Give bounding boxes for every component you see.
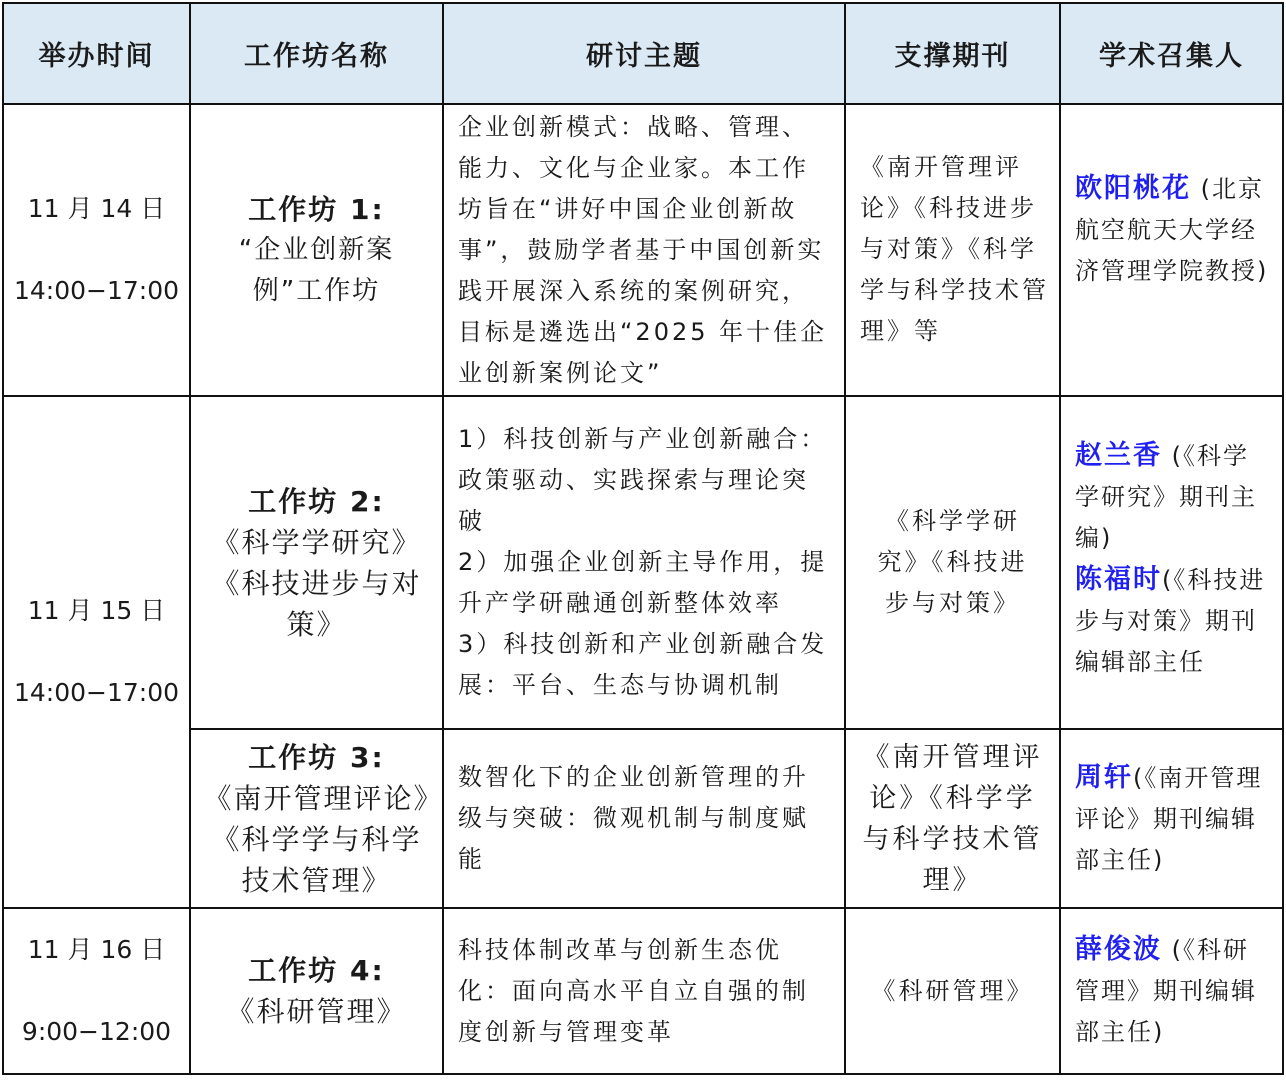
topic-cell: 数智化下的企业创新管理的升级与突破：微观机制与制度赋能 <box>443 729 845 908</box>
topic-cell: 企业创新模式：战略、管理、能力、文化与企业家。本工作坊旨在“讲好中国企业创新故事”，鼓励学者基于中国创新实践开展深入系统的案例研究，目标是遴选出“2025 年十佳企业创新案例论文” <box>443 104 845 396</box>
header-workshop: 工作坊名称 <box>190 3 443 104</box>
workshop-title: 工作坊 3: <box>248 740 385 774</box>
convener-desc: (《科学学研究》期刊主编) <box>1075 442 1257 552</box>
time-text: 9:00−12:00 <box>21 1017 172 1046</box>
header-convener: 学术召集人 <box>1060 3 1283 104</box>
workshop-cell <box>190 396 443 729</box>
table-row <box>3 729 1283 908</box>
journal-cell: 《南开管理评论》《科学学与科学技术管理》 <box>845 729 1060 908</box>
topic-cell <box>443 396 845 729</box>
workshop-cell <box>190 908 443 1074</box>
convener-name: 周轩 <box>1075 761 1133 793</box>
time-text: 14:00−17:00 <box>13 276 180 305</box>
convener-cell <box>1060 104 1283 396</box>
convener-name: 薛俊波 <box>1075 934 1162 965</box>
workshop-subtitle: 《南开管理评论》《科学学与科学技术管理》 <box>203 781 430 897</box>
workshop-title: 工作坊 1: <box>248 192 385 226</box>
workshop-title: 工作坊 2: <box>248 484 385 518</box>
convener-desc: (北京航空航天大学经济管理学院教授) <box>1075 175 1269 285</box>
journal-cell: 《科研管理》 <box>845 908 1060 1074</box>
table-row <box>3 104 1283 396</box>
journal-cell: 《科学学研究》《科技进步与对策》 <box>845 396 1060 729</box>
time-cell <box>3 104 190 396</box>
workshop-subtitle: 《科研管理》 <box>226 995 407 1028</box>
header-topic: 研讨主题 <box>443 3 845 104</box>
convener-desc: (《科研管理》期刊编辑部主任) <box>1075 936 1257 1046</box>
table-row <box>3 908 1283 1074</box>
workshop-title: 工作坊 4: <box>248 954 385 987</box>
date-text: 11 月 14 日 <box>27 194 166 223</box>
time-text: 14:00−17:00 <box>13 678 180 707</box>
convener-name: 陈福时 <box>1075 564 1162 595</box>
time-cell <box>3 396 190 908</box>
workshop-subtitle: 《科学学研究》《科技进步与对策》 <box>211 525 422 641</box>
time-cell <box>3 908 190 1074</box>
header-time: 举办时间 <box>3 3 190 104</box>
topic-item: 3）科技创新和产业创新融合发展：平台、生态与协调机制 <box>458 630 828 699</box>
workshop-cell <box>190 729 443 908</box>
table-row <box>3 396 1283 729</box>
topic-cell: 科技体制改革与创新生态优化：面向高水平自立自强的制度创新与管理变革 <box>443 908 845 1074</box>
workshop-cell <box>190 104 443 396</box>
date-text: 11 月 15 日 <box>27 596 166 625</box>
date-text: 11 月 16 日 <box>27 935 166 964</box>
header-journal: 支撑期刊 <box>845 3 1060 104</box>
convener-name: 欧阳桃花 <box>1075 173 1191 204</box>
topic-item: 2）加强企业创新主导作用，提升产学研融通创新整体效率 <box>458 548 828 617</box>
topic-item: 1）科技创新与产业创新融合：政策驱动、实践探索与理论突破 <box>458 425 828 535</box>
convener-cell <box>1060 908 1283 1074</box>
convener-cell <box>1060 396 1283 729</box>
convener-name: 赵兰香 <box>1075 440 1162 471</box>
convener-desc: (《科技进步与对策》期刊编辑部主任 <box>1075 566 1266 676</box>
workshop-subtitle: “企业创新案例”工作坊 <box>238 234 395 306</box>
workshop-schedule-table <box>2 2 1284 1075</box>
journal-cell: 《南开管理评论》《科技进步与对策》《科学学与科学技术管理》等 <box>845 104 1060 396</box>
convener-cell <box>1060 729 1283 908</box>
convener-desc: (《南开管理评论》期刊编辑部主任) <box>1075 763 1263 874</box>
table-header-row <box>3 3 1283 104</box>
